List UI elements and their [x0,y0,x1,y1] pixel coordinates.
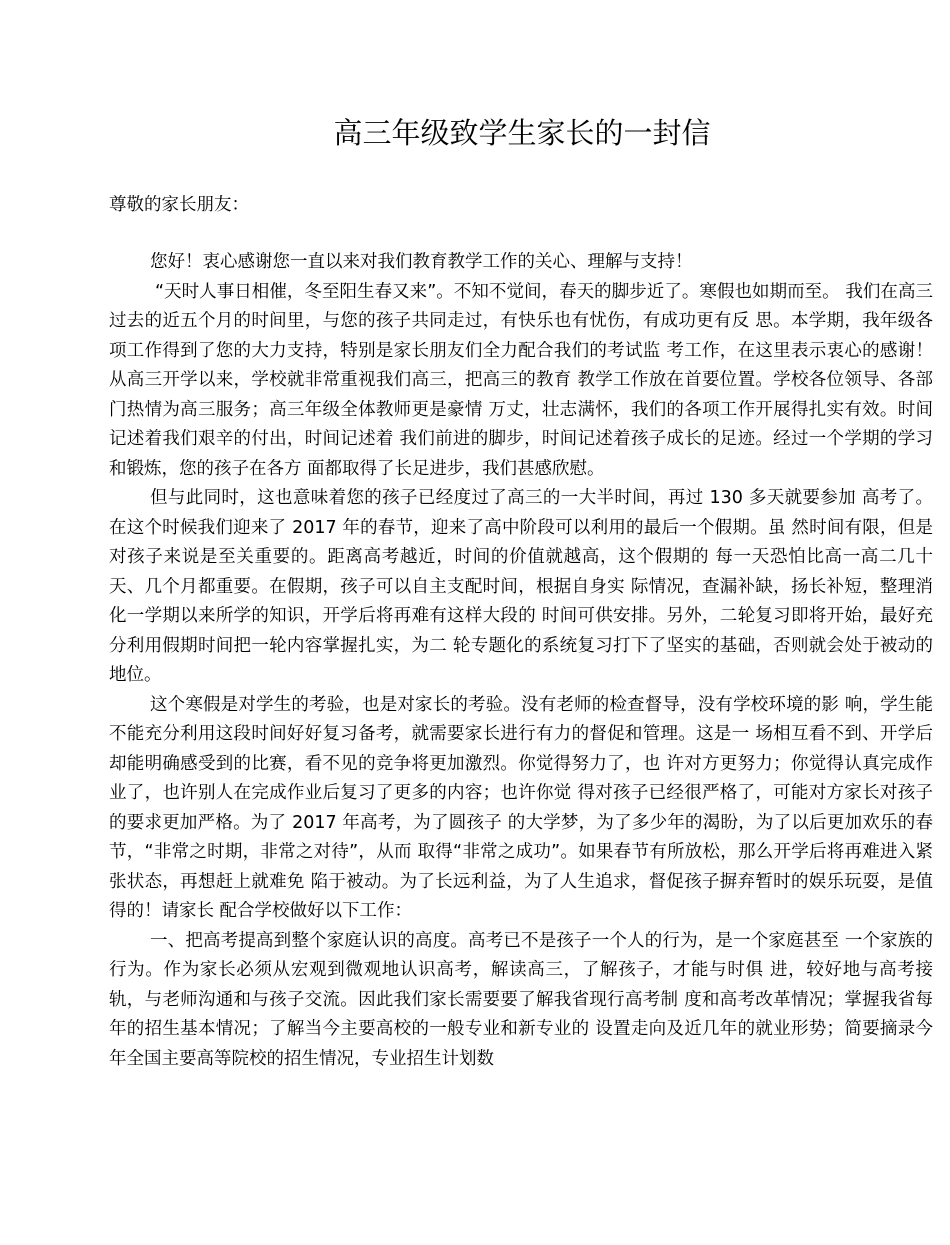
paragraph-3: 这个寒假是对学生的考验，也是对家长的考验。没有老师的检查督导，没有学校环境的影 响，学生能不能充分利用这段时间好好复习备考，就需要家长进行有力的督促和管理。这是一 场相互看不到、开学后却能明确感受到的比赛，看不见的竞争将更加激烈。你觉得努力了，也 许对方更努力；你觉得认真完成作业了，也许别人在完成作业后复习了更多的内容；也许你觉 得对孩子已经很严格了，可能对方家长对孩子的要求更加严格。为了 2017 年高考，为了圆孩子 的大学梦，为了多少年的渴盼，为了以后更加欢乐的春节，“非常之时期，非常之对待”，从而 取得“非常之成功”。如果春节有所放松，那么开学后将再难进入紧张状态，再想赶上就难免 陷于被动。为了长远利益，为了人生追求，督促孩子摒弃暂时的娱乐玩耍，是值得的！请家长 配合学校做好以下工作： [109,694,933,921]
paragraph-2: 但与此同时，这也意味着您的孩子已经度过了高三的一大半时间，再过 130 多天就要参加 高考了。在这个时候我们迎来了 2017 年的春节，迎来了高中阶段可以利用的最后一个假期。虽 然时间有限，但是对孩子来说是至关重要的。距离高考越近，时间的价值就越高，这个假期的 每一天恐怕比高一高二几十天、几个月都重要。在假期，孩子可以自主支配时间，根据自身实 际情况，查漏补缺，扬长补短，整理消化一学期以来所学的知识，开学后将再难有这样大段的 时间可供安排。另外，二轮复习即将开始，最好充分利用假期时间把一轮内容掌握扎实，为二 轮专题化的系统复习打下了坚实的基础，否则就会处于被动的地位。 [109,488,933,685]
letter-title: 高三年级致学生家长的一封信 [333,116,711,150]
paragraph-greeting: 您好！衷心感谢您一直以来对我们教育教学工作的关心、理解与支持！ [150,252,693,272]
salutation: 尊敬的家长朋友： [109,195,249,215]
letter-body [109,248,933,1074]
paragraph-4: 一、把高考提高到整个家庭认识的高度。高考已不是孩子一个人的行为，是一个家庭甚至 一个家族的行为。作为家长必须从宏观到微观地认识高考，解读高三，了解孩子，才能与时俱 进，较好地与高考接轨，与老师沟通和与孩子交流。因此我们家长需要要了解我省现行高考制 度和高考改革情况；掌握我省每年的招生基本情况；了解当今主要高校的一般专业和新专业的 设置走向及近几年的就业形势；简要摘录今年全国主要高等院校的招生情况，专业招生计划数 [109,930,933,1069]
paragraph-1: “天时人事日相催，冬至阳生春又来”。不知不觉间，春天的脚步近了。寒假也如期而至。 我们在高三过去的近五个月的时间里，与您的孩子共同走过，有快乐也有忧伤，有成功更有反 思。本学期，我年级各项工作得到了您的大力支持，特别是家长朋友们全力配合我们的考试监 考工作，在这里表示衷心的感谢！从高三开学以来，学校就非常重视我们高三，把高三的教育 教学工作放在首要位置。学校各位领导、各部门热情为高三服务；高三年级全体教师更是豪情 万丈，壮志满怀，我们的各项工作开展得扎实有效。时间记述着我们艰辛的付出，时间记述着 我们前进的脚步，时间记述着孩子成长的足迹。经过一个学期的学习和锻炼，您的孩子在各方 面都取得了长足进步，我们甚感欣慰。 [109,281,933,479]
